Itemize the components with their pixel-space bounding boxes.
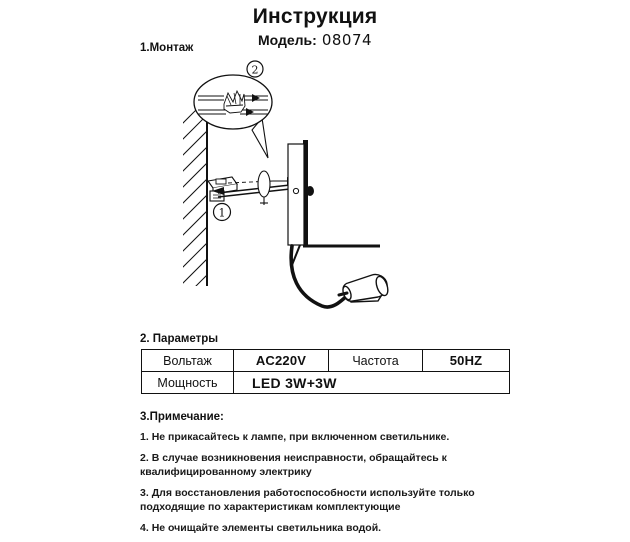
section-heading-mounting: 1.Монтаж xyxy=(140,42,194,54)
list-item xyxy=(140,451,500,479)
note-number: 1. xyxy=(140,431,149,443)
callout-number-one: 1 xyxy=(218,206,226,220)
cell-frequency-label: Частота xyxy=(329,350,423,372)
note-number: 3. xyxy=(140,487,149,499)
section-heading-parameters: 2. Параметры xyxy=(140,333,219,345)
plate-knob-icon xyxy=(306,186,314,196)
table-row xyxy=(142,350,510,372)
page-title: Инструкция xyxy=(252,5,378,28)
note-text: Не очищайте элементы светильника водой. xyxy=(151,522,382,534)
cell-voltage-label: Вольтаж xyxy=(142,350,234,372)
mounting-diagram-svg xyxy=(140,60,490,325)
note-text: Для восстановления работоспособности используйте только подходящие по характеристикам комплектующие xyxy=(140,487,475,513)
section-heading-notes: 3.Примечание: xyxy=(140,411,224,423)
model-value: 08074 xyxy=(321,31,373,49)
lamp-head-icon xyxy=(341,274,390,302)
wall-hatching-icon xyxy=(180,96,210,318)
cell-frequency-value: 50HZ xyxy=(423,350,510,372)
plate-button-icon xyxy=(293,188,298,193)
list-item xyxy=(140,486,500,514)
callout-number-two: 2 xyxy=(251,63,259,77)
parameters-table xyxy=(141,349,510,394)
note-number: 4. xyxy=(140,522,149,534)
cell-voltage-value: AC220V xyxy=(234,350,329,372)
list-item xyxy=(140,430,500,444)
note-number: 2. xyxy=(140,452,149,464)
model-line xyxy=(0,31,630,50)
cell-power-label: Мощность xyxy=(142,372,234,394)
cell-power-value: LED 3W+3W xyxy=(234,372,510,394)
table-row xyxy=(142,372,510,394)
screwdriver-icon xyxy=(258,171,270,205)
mounting-diagram xyxy=(140,60,490,325)
lamp-head-joint-icon xyxy=(339,293,347,295)
wall-plate-icon xyxy=(288,144,304,245)
list-item xyxy=(140,521,500,535)
model-label: Модель: xyxy=(257,32,317,48)
note-text: В случае возникновения неисправности, обращайтесь к квалифицированному электрику xyxy=(140,452,447,478)
note-text: Не прикасайтесь к лампе, при включенном светильнике. xyxy=(151,431,450,443)
notes-list xyxy=(140,430,500,542)
bracket-hole-icon xyxy=(216,179,226,184)
